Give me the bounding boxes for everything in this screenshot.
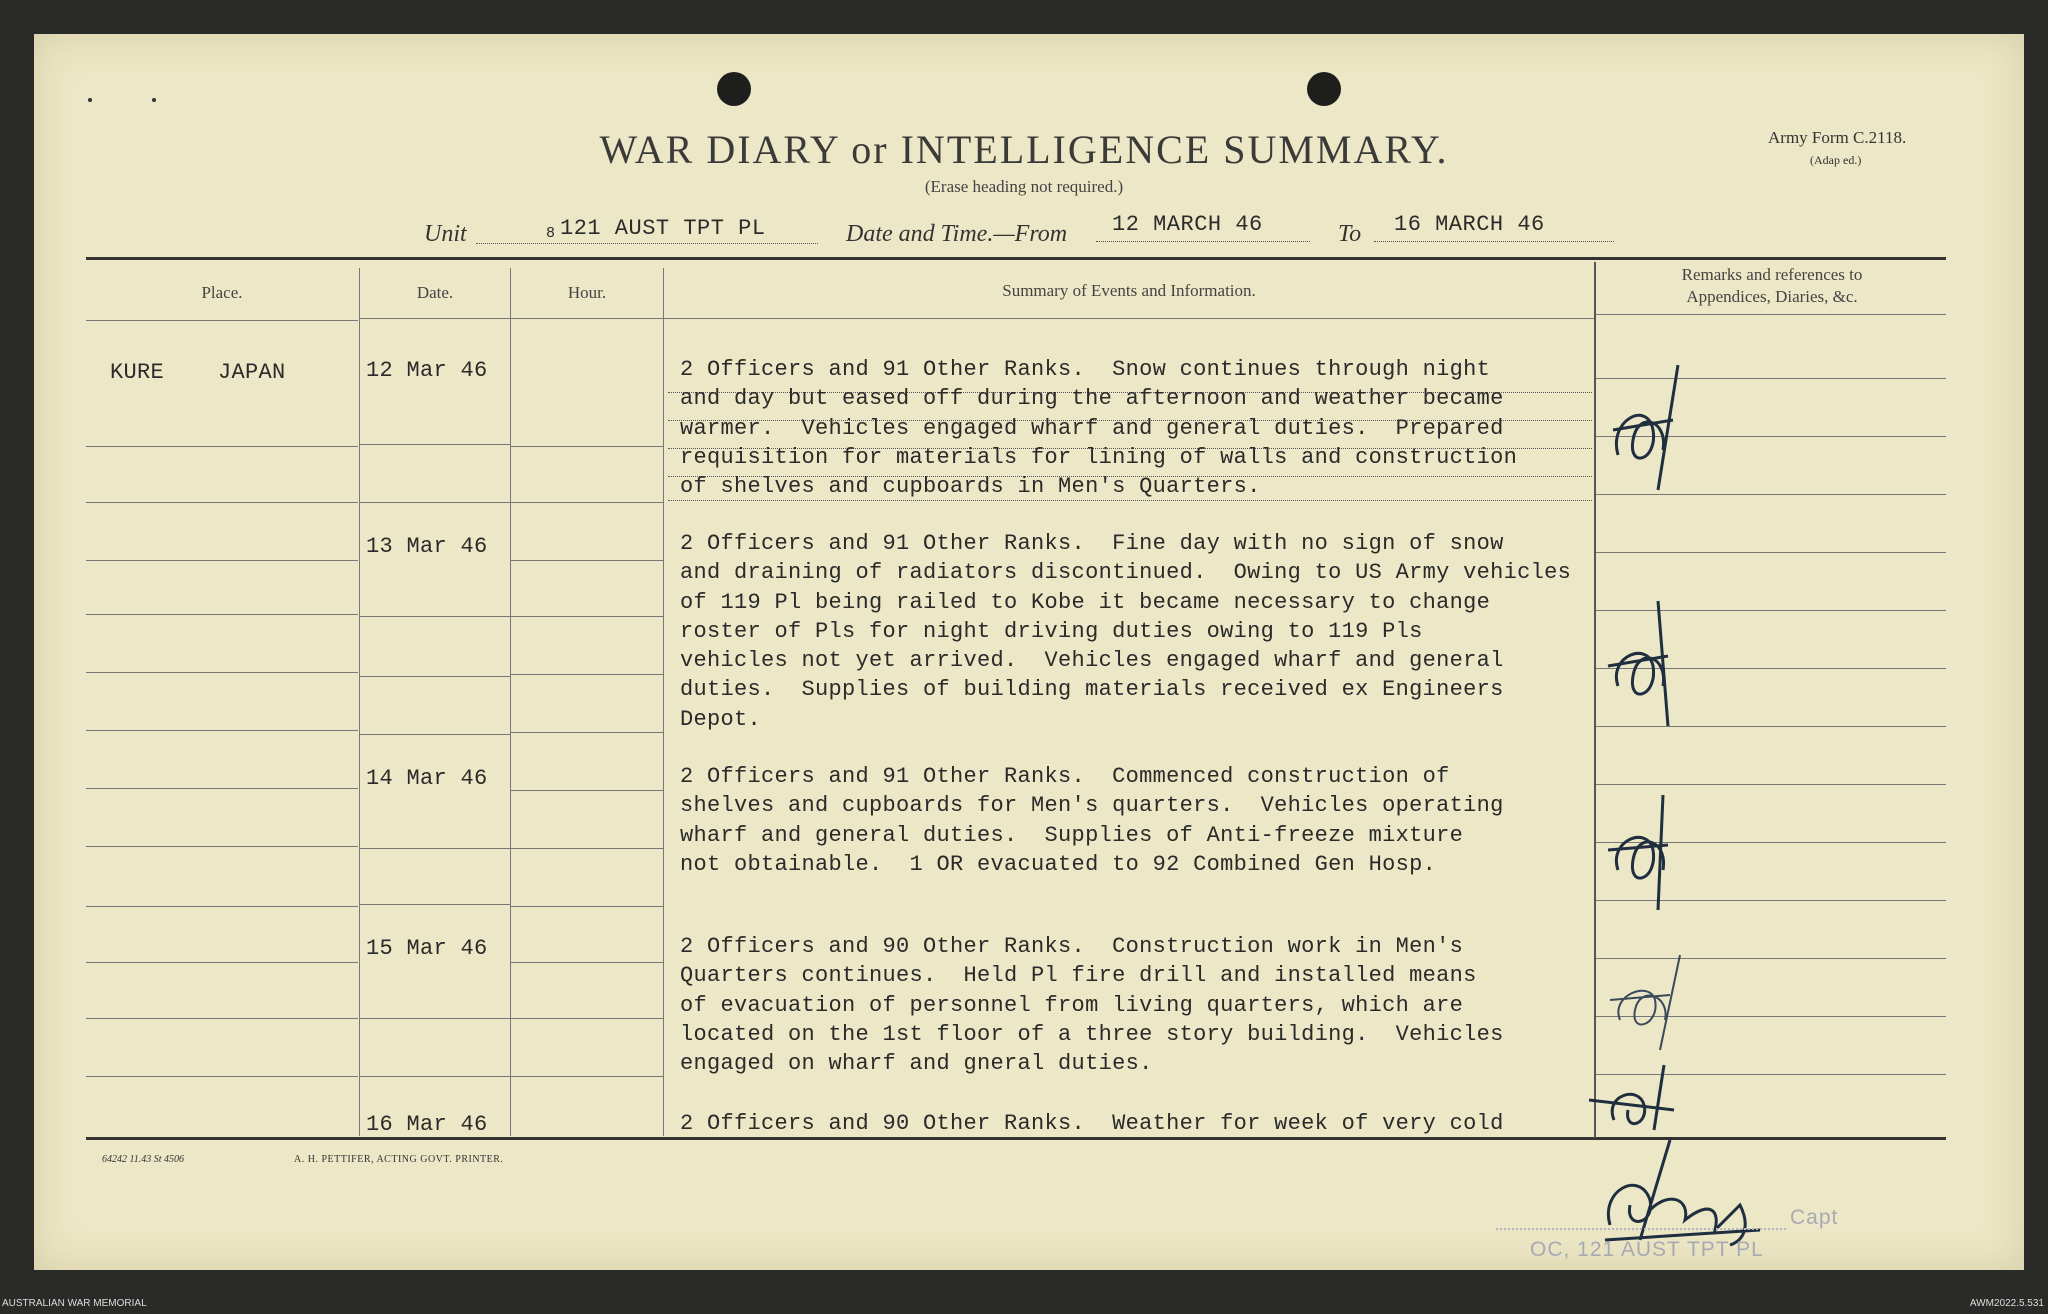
column-header-remarks: [1596, 264, 1948, 308]
rule-line: [360, 1018, 510, 1019]
rule-line: [511, 674, 663, 675]
rule-line: [360, 734, 510, 735]
initials-signature: [1584, 1060, 1684, 1140]
rule-line: [86, 846, 358, 847]
rule-line: [86, 730, 358, 731]
unit-prefix: 8: [546, 225, 556, 242]
rule-line: [86, 906, 358, 907]
initials-signature: [1598, 360, 1688, 500]
rule-line: [511, 906, 663, 907]
rule-line: [511, 1018, 663, 1019]
rule-line: [360, 904, 510, 905]
rule-line: [86, 788, 358, 789]
column-header-summary: Summary of Events and Information.: [1002, 281, 1256, 300]
rule-line: [511, 446, 663, 447]
rule-line: [360, 616, 510, 617]
punch-hole: [1307, 72, 1341, 106]
column-divider: [359, 268, 360, 1136]
unit-value: 121 AUST TPT PL: [560, 216, 766, 241]
rule-line: [86, 446, 358, 447]
stamp-rule: [1496, 1228, 1786, 1230]
entry-date: 13 Mar 46: [366, 534, 488, 559]
unit-underline: [476, 243, 818, 244]
rule-line: [360, 502, 510, 503]
rule-line: [360, 676, 510, 677]
unit-label: Unit: [424, 221, 467, 247]
initials-signature: [1598, 790, 1688, 920]
rule-line: [86, 560, 358, 561]
paper-mark: [152, 98, 156, 102]
column-header-date: Date.: [416, 283, 454, 302]
rule-line: [360, 444, 510, 445]
rule-line: [86, 1076, 358, 1077]
rule-line: [511, 560, 663, 561]
to-label: To: [1338, 221, 1362, 247]
officer-signature: [1600, 1130, 1770, 1250]
column-divider: [663, 268, 664, 1136]
column-divider: [510, 268, 511, 1136]
form-subtitle: (Erase heading not required.): [924, 177, 1124, 196]
rule-line: [86, 1018, 358, 1019]
rule-line: [86, 614, 358, 615]
printer-code: 64242 11.43 St 4506: [102, 1154, 185, 1165]
army-form-number: Army Form C.2118.: [1768, 128, 1907, 147]
rule-line: [86, 502, 358, 503]
to-value: 16 MARCH 46: [1394, 212, 1545, 237]
footer-institution: AUSTRALIAN WAR MEMORIAL: [2, 1298, 147, 1309]
rule-line: [664, 318, 1594, 319]
paper-mark: [88, 98, 92, 102]
rule-line: [511, 962, 663, 963]
rule-line: [86, 672, 358, 673]
place-value: KURE JAPAN: [110, 360, 286, 385]
rule-line: [360, 848, 510, 849]
printer-imprint: A. H. PETTIFER, ACTING GOVT. PRINTER.: [294, 1154, 504, 1165]
remarks-header-line: Remarks and references to: [1681, 265, 1863, 284]
entry-date: 15 Mar 46: [366, 936, 488, 961]
column-header-place: Place.: [201, 283, 243, 302]
initials-signature: [1600, 950, 1690, 1060]
rule-line: [1596, 552, 1946, 553]
rule-line: [511, 732, 663, 733]
rule-line: [1596, 314, 1946, 315]
rule-line: [511, 848, 663, 849]
rule-line: [360, 1076, 510, 1077]
table-top-rule: [86, 257, 1946, 260]
punch-hole: [717, 72, 751, 106]
stamp-capt: Capt: [1790, 1206, 1839, 1229]
rule-line: [360, 318, 510, 319]
entry-date: 16 Mar 46: [366, 1112, 488, 1137]
entry-summary: 2 Officers and 90 Other Ranks. Weather for week of very cold: [680, 1111, 1504, 1136]
entry-summary: 2 Officers and 91 Other Ranks. Fine day with no sign of snow and draining of radiators discontinued. Owing to US Army vehicles of 119 Pl being railed to Kobe it became necessary to change roster of Pls for night driving duties owing to 119 Pls vehicles not yet arrived. Vehicles engaged wharf and general duties. Supplies of building materials received ex Engineers Depot.: [680, 531, 1572, 732]
rule-line: [86, 320, 358, 321]
footer-reference: AWM2022.5.531: [1969, 1298, 2044, 1309]
form-title: WAR DIARY or INTELLIGENCE SUMMARY.: [599, 127, 1449, 172]
stamp-unit: OC, 121 AUST TPT PL: [1530, 1238, 1764, 1261]
to-underline: [1374, 241, 1614, 242]
rule-line: [511, 502, 663, 503]
rule-line: [511, 616, 663, 617]
army-form-note: (Adap ed.): [1810, 153, 1862, 167]
rule-line: [1596, 784, 1946, 785]
from-underline: [1096, 241, 1310, 242]
rule-line: [511, 1076, 663, 1077]
remarks-header-line: Appendices, Diaries, &c.: [1686, 287, 1858, 306]
entry-summary: 2 Officers and 91 Other Ranks. Snow continues through night and day but eased off during the afternoon and weather became warmer. Vehicles engaged wharf and general duties. Prepared requisition for materials for lining of walls and construction of shelves and cupboards in Men's Quarters.: [680, 357, 1518, 500]
date-time-label: Date and Time.—From: [846, 221, 1068, 247]
column-divider: [1594, 262, 1596, 1138]
initials-signature: [1598, 596, 1688, 736]
from-value: 12 MARCH 46: [1112, 212, 1263, 237]
entry-summary: 2 Officers and 90 Other Ranks. Construction work in Men's Quarters continues. Held Pl fire drill and installed means of evacuation of personnel from living quarters, which are located on the 1st floor of a three story building. Vehicles engaged on wharf and gneral duties.: [680, 934, 1504, 1077]
rule-line: [511, 790, 663, 791]
entry-summary: 2 Officers and 91 Other Ranks. Commenced construction of shelves and cupboards for Men's quarters. Vehicles operating wharf and general duties. Supplies of Anti-freeze mixture not obtainable. 1 OR evacuated to 92 Combined Gen Hosp.: [680, 764, 1504, 877]
rule-line: [86, 962, 358, 963]
entry-date: 12 Mar 46: [366, 358, 488, 383]
rule-line: [511, 318, 663, 319]
entry-date: 14 Mar 46: [366, 766, 488, 791]
column-header-hour: Hour.: [567, 283, 607, 302]
